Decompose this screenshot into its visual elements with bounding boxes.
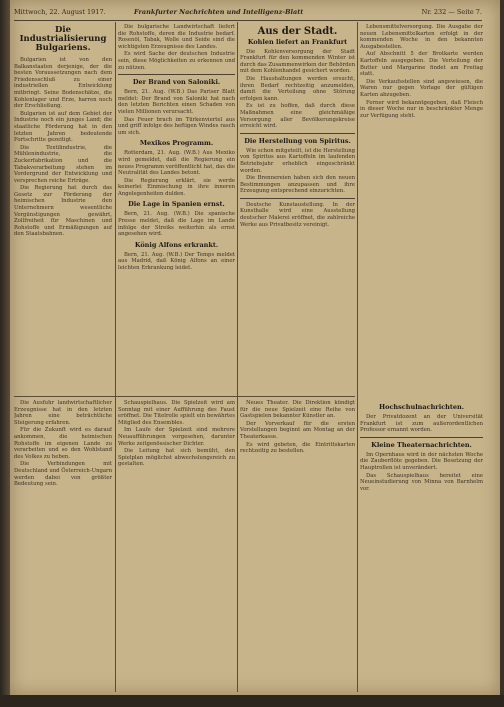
article-title: Die Lage in Spanien ernst. <box>128 200 225 209</box>
column-2 <box>118 24 235 419</box>
article-paragraph: Die Ausfuhr landwirtschaftlicher Erzeugnisse hat in den letzten Jahren eine beträchtliche Steigerung erfahren. <box>14 400 112 426</box>
article-paragraph: Die Regierung hat durch das Gesetz zur Förderung der heimischen Industrie den Unternehmern wesentliche Vergünstigungen gewährt, Zollfreiheit für Maschinen und Rohstoffe und Ermäßigungen auf den Staatsbahnen. <box>14 185 112 238</box>
article-paragraph: Im Laufe der Spielzeit sind mehrere Neuaufführungen vorgesehen, darunter Werke zeitgenössischer Dichter. <box>118 427 235 447</box>
column-6 <box>118 400 235 692</box>
header-page-number: Nr. 232 — Seite 7. <box>421 8 482 16</box>
article-subtitle: Kohlen liefert an Frankfurt <box>247 38 348 46</box>
article-paragraph: Für die Zukunft wird es darauf ankommen, die heimischen Rohstoffe im eigenen Lande zu verarbeiten und so den Wohlstand des Volkes zu heben. <box>14 427 112 460</box>
article-paragraph: Das Feuer brach im Türkenviertel aus und griff infolge des heftigen Windes rasch um sich. <box>118 116 235 136</box>
article-paragraph: Ferner wird bekanntgegeben, daß Fleisch in dieser Woche nur in beschränkter Menge zur Verfügung steht. <box>360 99 483 119</box>
article-paragraph: Bulgarien ist von den Balkanstaaten derjenige, der die besten Voraussetzungen nach dem Friedensschluß zu einer industriellen Entwicklung mitbringt. Seine Bodenschätze, die Kohlenlager und Erze, harren noch der Erschließung. <box>14 57 112 110</box>
article-paragraph: Die Regierung erklärt, sie werde keinerlei Einmischung in ihre inneren Angelegenheiten dulden. <box>118 177 235 197</box>
article-paragraph: Es ist zu hoffen, daß durch diese Maßnahmen eine gleichmäßige Versorgung aller Bevölkerungskreise erreicht wird. <box>240 103 355 130</box>
header-masthead: Frankfurter Nachrichten und Intelligenz-Blatt <box>134 8 304 16</box>
binding-edge <box>0 0 10 707</box>
article-title: König Alfons erkrankt. <box>134 240 219 249</box>
article-paragraph: Wie schon mitgeteilt, ist die Herstellung von Spiritus aus Kartoffeln im laufenden Betriebsjahr erheblich eingeschränkt worden. <box>240 147 355 174</box>
column-8 <box>360 400 483 692</box>
article-title: Mexikos Programm. <box>139 139 214 148</box>
article-paragraph: Es wird Sache der deutschen Industrie sein, diese Möglichkeiten zu erkennen und zu nützen. <box>118 51 235 71</box>
article-paragraph: Rotterdam, 21. Aug. (W.B.) Aus Mexiko wird gemeldet, daß die Regierung ein neues Programm veröffentlicht hat, das die Neutralität des Landes betont. <box>118 150 235 177</box>
article-paragraph: Die Brennereien haben sich den neuen Bestimmungen anzupassen und ihre Erzeugung entsprechend einzurichten. <box>240 175 355 195</box>
column-rule <box>115 22 116 692</box>
article-title: Der Brand von Saloniki. <box>132 78 221 87</box>
article-paragraph: Bern, 21. Aug. (W.B.) Die spanische Presse meldet, daß die Lage im Lande infolge der Streiks weiterhin als ernst angesehen wird. <box>118 211 235 238</box>
column-rule <box>357 22 358 692</box>
article-paragraph: Die Textilindustrie, die Mühlenindustrie, die Zuckerfabrikation und die Tabakverarbeitung stehen im Vordergrund der Entwicklung und versprechen reiche Erträge. <box>14 144 112 184</box>
article-paragraph: Lebensmittelversorgung. Die Ausgabe der neuen Lebensmittelkarten erfolgt in der kommenden Woche in den bekannten Ausgabestellen. <box>360 24 483 50</box>
article-paragraph: Die Kohlenversorgung der Stadt Frankfurt für den kommenden Winter ist durch das Zusammenwirken der Behörden mit dem Kohlenhandel gesichert worden. <box>240 48 355 75</box>
divider <box>118 74 235 75</box>
article-paragraph: Die Leitung hat sich bemüht, den Spielplan möglichst abwechslungsreich zu gestalten. <box>118 448 235 468</box>
divider <box>360 437 483 438</box>
article-paragraph: Im Opernhaus wird in der nächsten Woche die Zauberflöte gegeben. Die Besetzung der Hauptrollen ist unverändert. <box>360 451 483 471</box>
article-paragraph: Es wird gebeten, die Eintrittskarten rechtzeitig zu bestellen. <box>240 441 355 455</box>
column-4 <box>360 24 483 419</box>
divider <box>240 133 355 134</box>
article-paragraph: Bulgarien ist auf dem Gebiet der Industrie noch ein junges Land; die staatliche Förderung hat in den letzten Jahren bedeutende Fortschritte gezeitigt. <box>14 110 112 144</box>
article-paragraph: Die bulgarische Landwirtschaft liefert die Rohstoffe, deren die Industrie bedarf. Rosenöl, Tabak, Wolle und Seide sind die wichtigsten Erzeugnisse des Landes. <box>118 24 235 50</box>
article-paragraph: Bern, 21. Aug. (W.B.) Der Temps meldet aus Madrid, daß König Alfons an einer leichten Erkrankung leidet. <box>118 251 235 272</box>
column-7 <box>240 400 355 692</box>
article-title: Die Industrialisierung Bulgariens. <box>19 25 107 53</box>
page-bottom-edge <box>0 695 504 707</box>
article-paragraph: Auf Abschnitt 5 der Brotkarte werden Kartoffeln ausgegeben. Die Verteilung der Butter und Margarine findet am Freitag statt. <box>360 51 483 78</box>
column-3 <box>240 24 355 419</box>
page-header <box>14 6 482 21</box>
article-paragraph: Der Privatdozent an der Universität Frankfurt ist zum außerordentlichen Professor ernannt worden. <box>360 414 483 434</box>
article-paragraph: Der Vorverkauf für die ersten Vorstellungen beginnt am Montag an der Theaterkasse. <box>240 420 355 440</box>
article-paragraph: Deutsche Kunstaustellung. In der Kunsthalle wird eine Ausstellung deutscher Malerei eröffnet, die zahlreiche Werke aus Privatbesitz vereinigt. <box>240 201 355 228</box>
article-paragraph: Die Verbindungen mit Deutschland und Österreich-Ungarn werden dabei von größter Bedeutung sein. <box>14 461 112 488</box>
article-paragraph: Schauspielhaus. Die Spielzeit wird am Sonntag mit einer Aufführung des Faust eröffnet. Die Titelrolle spielt ein bewährtes Mitglied des Ensembles. <box>118 400 235 426</box>
article-paragraph: Neues Theater. Die Direktion kündigt für die neue Spielzeit eine Reihe von Gastspielen bekannter Künstler an. <box>240 400 355 420</box>
column-1 <box>14 24 112 419</box>
article-title: Hochschulnachrichten. <box>378 403 465 411</box>
article-title: Kleine Theaternachrichten. <box>371 440 472 449</box>
article-paragraph: Das Schauspielhaus bereitet eine Neueinstudierung von Minna von Barnhelm vor. <box>360 472 483 492</box>
section-title: Aus der Stadt. <box>257 26 338 37</box>
header-date: Mittwoch, 22. August 1917. <box>14 8 106 16</box>
column-rule <box>237 22 238 692</box>
column-5 <box>14 400 112 692</box>
article-title: Die Herstellung von Spiritus. <box>244 136 351 145</box>
article-paragraph: Die Haushaltungen werden ersucht, ihren Bedarf rechtzeitig anzumelden, damit die Verteilung ohne Störung erfolgen kann. <box>240 75 355 102</box>
article-paragraph: Bern, 21. Aug. (W.B.) Das Pariser Blatt meldet: Der Brand von Saloniki hat nach den letzten Berichten einen Schaden von vielen Millionen verursacht. <box>118 89 235 115</box>
divider <box>240 198 355 199</box>
article-paragraph: Die Verkaufsstellen sind angewiesen, die Waren nur gegen Vorlage der gültigen Karten abzugeben. <box>360 78 483 98</box>
